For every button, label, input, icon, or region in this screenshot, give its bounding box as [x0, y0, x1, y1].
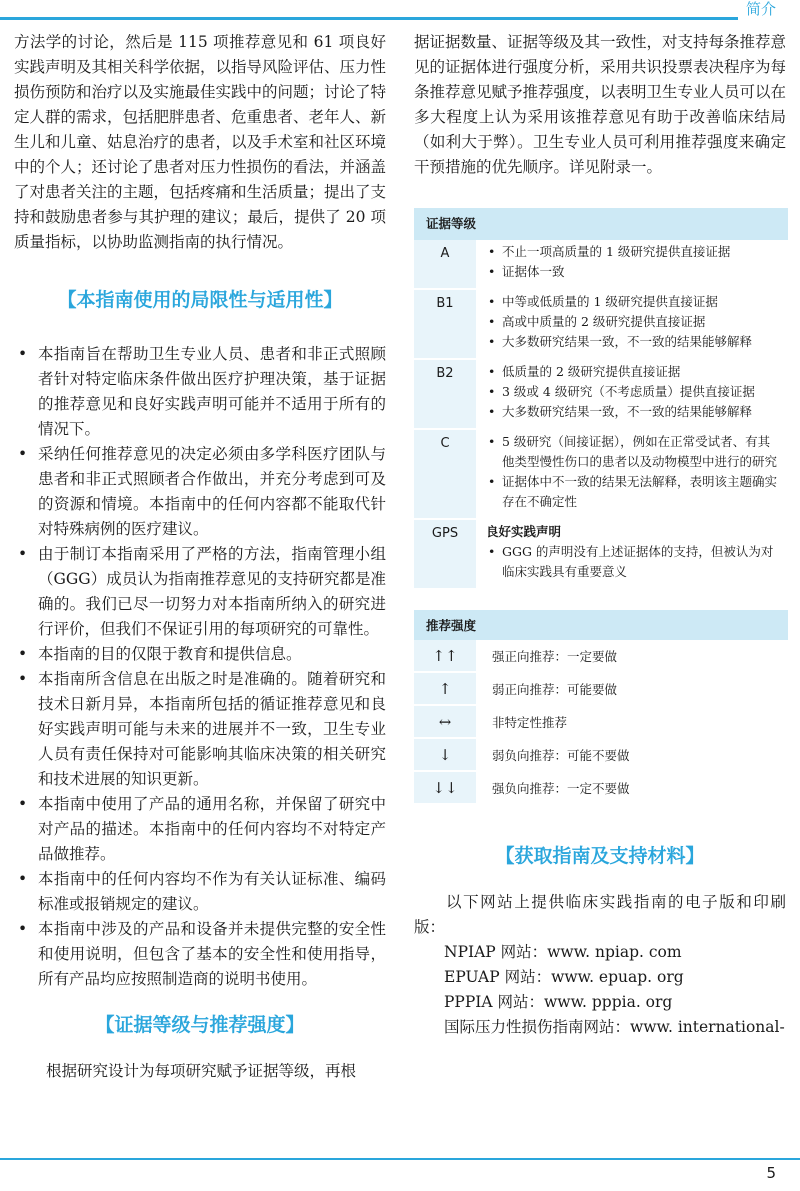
strength-description: 强负向推荐：一定不要做: [476, 771, 788, 803]
evidence-criterion: • GGG 的声明没有上述证据体的支持，但被认为对临床实践具有重要意义: [486, 542, 782, 582]
evidence-level: B1: [414, 289, 476, 359]
strength-symbol: ↓: [414, 738, 476, 771]
evidence-paragraph-start: 根据研究设计为每项研究赋予证据等级，再根: [46, 1062, 357, 1080]
page-number: 5: [766, 1164, 776, 1182]
strength-description: 弱正向推荐：可能要做: [476, 672, 788, 705]
limitations-item: • 本指南旨在帮助卫生专业人员、患者和非正式照顾者针对特定临床条件做出医疗护理决策，基于证据的推荐意见和良好实践声明可能并不适用于所有的情况下。: [14, 342, 386, 442]
evidence-criterion: • 大多数研究结果一致，不一致的结果能够解释: [486, 402, 782, 422]
strength-symbol: ↔: [414, 705, 476, 738]
strength-symbol: ↑↑: [414, 640, 476, 672]
evidence-criterion: • 高或中质量的 2 级研究提供直接证据: [486, 312, 782, 332]
left-column: [14, 30, 386, 1084]
website-link[interactable]: NPIAP 网站：www. npiap. com: [444, 943, 682, 961]
bottom-rule: [0, 1158, 800, 1160]
limitations-list: [14, 342, 386, 992]
limitations-item: • 采纳任何推荐意见的决定必须由多学科医疗团队与患者和非正式照顾者合作做出，并充分考虑到可及的资源和情境。本指南中的任何内容都不能取代针对特殊病例的医疗建议。: [14, 442, 386, 542]
limitations-item: • 本指南的目的仅限于教育和提供信息。: [14, 642, 386, 667]
website-link[interactable]: 国际压力性损伤指南网站：www. international-: [444, 1018, 785, 1036]
evidence-criterion: • 证据体一致: [486, 262, 782, 282]
top-rule: [0, 17, 800, 20]
access-intro: 以下网站上提供临床实践指南的电子版和印刷版：: [414, 893, 786, 936]
intro-paragraph: 方法学的讨论，然后是 115 项推荐意见和 61 项良好实践声明及其相关科学依据，以指导风险评估、压力性损伤预防和治疗以及实施最佳实践中的问题；讨论了特定人群的需求，包括肥胖患者、危重患者、老年人、新生儿和儿童、姑息治疗的患者，以及手术室和社区环境中的个人；还讨论了患者对压力性损伤的看法，并涵盖了对患者关注的主题，包括疼痛和生活质量；提出了支持和鼓励患者参与其护理的建议；最后，提供了 20 项质量指标，以协助监测指南的执行情况。: [14, 33, 387, 251]
strength-symbol: ↑: [414, 672, 476, 705]
limitations-heading: 【本指南使用的局限性与适用性】: [57, 289, 343, 311]
recommendation-strength-table: [414, 610, 788, 803]
evidence-level-table: [414, 208, 788, 588]
evidence-criterion: • 中等或低质量的 1 级研究提供直接证据: [486, 292, 782, 312]
gps-label: 良好实践声明: [486, 524, 562, 539]
evidence-paragraph-continued: 据证据数量、证据等级及其一致性，对支持每条推荐意见的证据体进行强度分析，采用共识投票表决程序为每条推荐意见赋予推荐强度，以表明卫生专业人员可以在多大程度上认为采用该推荐意见有助于改善临床结局（如利大于弊）。卫生专业人员可利用推荐强度来确定干预措施的优先顺序。详见附录一。: [414, 33, 787, 176]
evidence-criterion: • 不止一项高质量的 1 级研究提供直接证据: [486, 242, 782, 262]
limitations-item: • 本指南中使用了产品的通用名称，并保留了研究中对产品的描述。本指南中的任何内容均不对特定产品做推荐。: [14, 792, 386, 867]
limitations-item: • 本指南中涉及的产品和设备并未提供完整的安全性和使用说明，但包含了基本的安全性和使用指导，所有产品均应按照制造商的说明书使用。: [14, 917, 386, 992]
limitations-item: • 本指南中的任何内容均不作为有关认证标准、编码标准或报销规定的建议。: [14, 867, 386, 917]
strength-symbol: ↓↓: [414, 771, 476, 803]
section-title: 简介: [745, 0, 776, 18]
evidence-heading: 【证据等级与推荐强度】: [95, 1014, 305, 1036]
evidence-criterion: • 证据体中不一致的结果无法解释，表明该主题确实存在不确定性: [486, 472, 782, 512]
limitations-item: • 本指南所含信息在出版之时是准确的。随着研究和技术日新月异，本指南所包括的循证推荐意见和良好实践声明可能与未来的进展并不一致，卫生专业人员有责任保持对可能影响其临床决策的相关研究和技术进展的知识更新。: [14, 667, 386, 792]
strength-description: 非特定性推荐: [476, 705, 788, 738]
evidence-level: B2: [414, 359, 476, 429]
evidence-criterion: • 低质量的 2 级研究提供直接证据: [486, 362, 782, 382]
strength-description: 弱负向推荐：可能不要做: [476, 738, 788, 771]
evidence-criterion: • 大多数研究结果一致，不一致的结果能够解释: [486, 332, 782, 352]
website-link[interactable]: EPUAP 网站：www. epuap. org: [444, 968, 684, 986]
evidence-criterion: • 5 级研究（间接证据），例如在正常受试者、有其他类型慢性伤口的患者以及动物模型中进行的研究: [486, 432, 782, 472]
evidence-level: A: [414, 240, 476, 289]
access-heading: 【获取指南及支持材料】: [495, 845, 705, 867]
strength-description: 强正向推荐：一定要做: [492, 648, 618, 664]
evidence-criterion: • 3 级或 4 级研究（不考虑质量）提供直接证据: [486, 382, 782, 402]
recommendation-table-header: 推荐强度: [414, 610, 788, 640]
evidence-level: GPS: [414, 519, 476, 588]
right-column: [414, 30, 786, 1040]
website-list: [414, 940, 786, 1040]
evidence-table-header: 证据等级: [414, 208, 788, 240]
limitations-item: • 由于制订本指南采用了严格的方法，指南管理小组（GGG）成员认为指南推荐意见的支持研究都是准确的。我们已尽一切努力对本指南所纳入的研究进行评价，但我们不保证引用的每项研究的可靠性。: [14, 542, 386, 642]
website-link[interactable]: PPPIA 网站：www. pppia. org: [444, 993, 673, 1011]
evidence-level: C: [414, 429, 476, 519]
